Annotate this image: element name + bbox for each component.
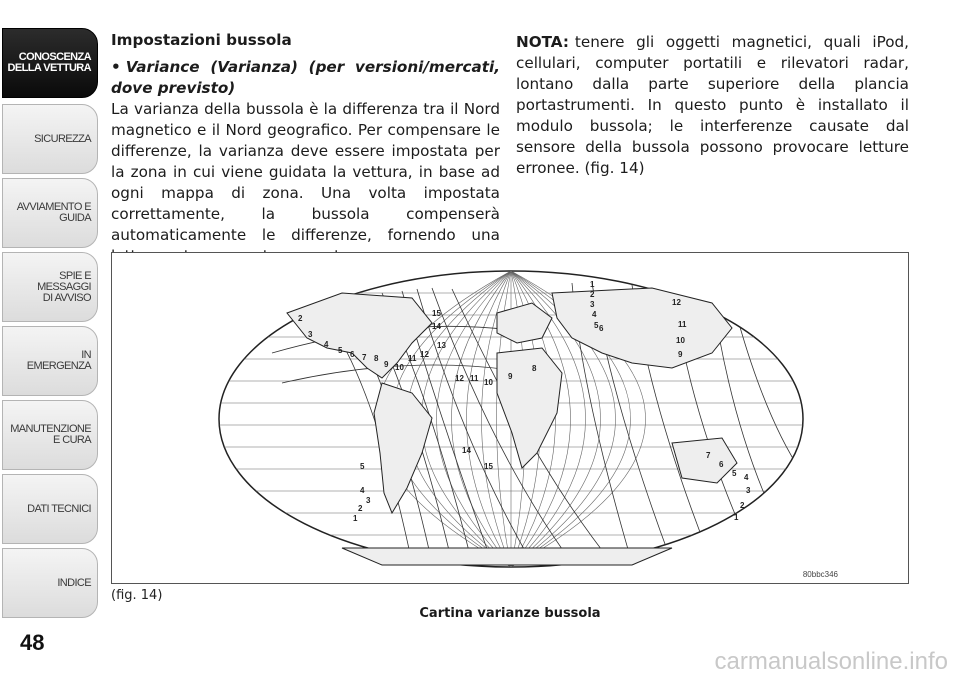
- tab-dati-tecnici[interactable]: [2, 474, 98, 544]
- zone-label: 10: [395, 363, 404, 372]
- zone-label: 10: [676, 336, 685, 345]
- zone-label: 5: [338, 346, 343, 355]
- zone-label: 1: [590, 280, 595, 289]
- zone-label: 8: [532, 364, 537, 373]
- tab-sicurezza[interactable]: [2, 104, 98, 174]
- zone-label: 2: [298, 314, 303, 323]
- note-text: tenere gli oggetti magnetici, quali iPod, cellulari, computer portatili e rilevatori radar, lontano dalla parte superiore della plancia portastrumenti. In questo punto è installato il modulo bussola; le interferenze causate dal sensore della bussola possono provocare letture erronee. (fig. 14): [516, 33, 909, 177]
- tab-label: IN EMERGENZA: [26, 349, 91, 372]
- zone-label: 2: [358, 504, 363, 513]
- compass-variance-map: [111, 252, 909, 584]
- zone-label: 9: [508, 372, 513, 381]
- note-label: NOTA:: [516, 33, 569, 51]
- section-heading: Impostazioni bussola: [111, 31, 292, 49]
- zone-label: 4: [592, 310, 597, 319]
- tab-manutenzione-e-cura[interactable]: [2, 400, 98, 470]
- zone-label: 13: [437, 341, 446, 350]
- zone-label: 14: [432, 322, 441, 331]
- zone-label: 5: [594, 321, 599, 330]
- figure-reference: (fig. 14): [111, 588, 163, 603]
- tab-indice[interactable]: [2, 548, 98, 618]
- bullet-item: [111, 57, 500, 99]
- watermark: carmanualsonline.info: [714, 648, 948, 675]
- zone-label: 12: [420, 350, 429, 359]
- figure-caption: Cartina varianze bussola: [419, 606, 601, 621]
- zone-label: 11: [678, 320, 687, 329]
- tab-spie-e-messaggi[interactable]: [2, 252, 98, 322]
- zone-label: 7: [706, 451, 711, 460]
- tab-label: SPIE E MESSAGGI DI AVVISO: [37, 269, 91, 304]
- tab-label: SICUREZZA: [34, 132, 91, 145]
- antarctica: [342, 548, 672, 565]
- zone-label: 1: [353, 514, 358, 523]
- world-map-illustration: [112, 253, 910, 585]
- page-number: 48: [20, 630, 45, 655]
- zone-label: 12: [672, 298, 681, 307]
- zone-label: 8: [374, 354, 379, 363]
- zone-label: 4: [360, 486, 365, 495]
- zone-label: 1: [734, 513, 739, 522]
- zone-label: 11: [408, 354, 417, 363]
- zone-label: 9: [384, 360, 389, 369]
- zone-label: 9: [678, 350, 683, 359]
- right-column: [516, 32, 909, 179]
- tab-label: INDICE: [57, 576, 91, 589]
- zone-label: 6: [719, 460, 724, 469]
- tab-label: MANUTENZIONE E CURA: [10, 423, 91, 446]
- zone-label: 2: [740, 501, 745, 510]
- zone-label: 7: [362, 353, 367, 362]
- zone-label: 4: [324, 340, 329, 349]
- figure-code: 80bbc346: [802, 570, 838, 579]
- bullet-text: Variance (Varianza) (per versioni/mercati, dove previsto): [111, 58, 500, 97]
- tab-label: AVVIAMENTO E GUIDA: [16, 201, 91, 224]
- zone-label: 3: [746, 486, 751, 495]
- note-paragraph: [516, 32, 909, 179]
- chapter-sidebar: [0, 0, 100, 678]
- body-paragraph: La varianza della bussola è la differenza tra il Nord magnetico e il Nord geografico. Per compensare le differenze, la varianza deve essere impostata per la zona in cui viene guidata la vettura, in base ad ogni mappa di zona. Una volta impostata correttamente, la bussola compenserà automaticamente le differenze, fornendo una: [111, 100, 500, 244]
- tab-avviamento-e-guida[interactable]: [2, 178, 98, 248]
- zone-label: 6: [350, 350, 355, 359]
- tab-label: DATI TECNICI: [27, 502, 91, 515]
- zone-label: 10: [484, 378, 493, 387]
- zone-label: 12: [455, 374, 464, 383]
- zone-label: 4: [744, 473, 749, 482]
- zone-label: 5: [360, 462, 365, 471]
- zone-label: 14: [462, 446, 471, 455]
- zone-label: 3: [590, 300, 595, 309]
- zone-label: 15: [432, 309, 441, 318]
- zone-label: 11: [470, 374, 479, 383]
- tab-label: CONOSCENZA DELLA VETTURA: [7, 51, 91, 74]
- left-column: [111, 30, 500, 267]
- zone-label: 3: [366, 496, 371, 505]
- tab-in-emergenza[interactable]: [2, 326, 98, 396]
- zone-label: 15: [484, 462, 493, 471]
- tab-conoscenza-della-vettura[interactable]: [2, 28, 98, 98]
- zone-label: 5: [732, 469, 737, 478]
- bullet-dot-icon: •: [111, 58, 121, 76]
- zone-label: 2: [590, 290, 595, 299]
- zone-label: 3: [308, 330, 313, 339]
- zone-label: 6: [599, 324, 604, 333]
